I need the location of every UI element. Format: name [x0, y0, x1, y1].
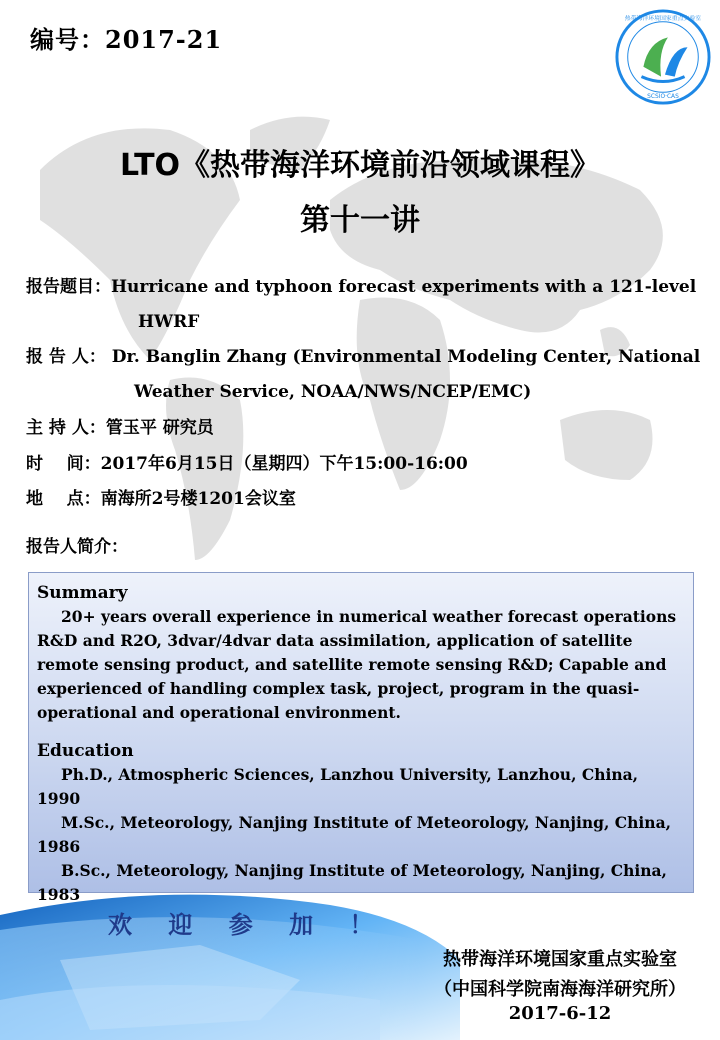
organizer-name: 热带海洋环境国家重点实验室 [443, 949, 677, 970]
logo-caption: SCSIO·CAS [647, 94, 679, 101]
speaker-line1: Dr. Banglin Zhang (Environmental Modeling Center, National [111, 347, 701, 367]
summary-heading: Summary [37, 583, 128, 603]
education-item: B.Sc., Meteorology, Nanjing Institute of Meteorology, Nanjing, China, 1983 [37, 861, 667, 904]
speaker-row [26, 340, 716, 375]
place-row: 地 点：南海所2号楼1201会议室 [26, 489, 296, 509]
education-item: Ph.D., Atmospheric Sciences, Lanzhou University, Lanzhou, China, 1990 [37, 765, 639, 808]
notice-date: 2017-6-12 [508, 1003, 612, 1024]
organizer-parent: （中国科学院南海海洋研究所） [434, 979, 686, 1000]
education-heading: Education [37, 741, 134, 761]
serial-number: 编号：2017-21 [30, 25, 223, 54]
institute-logo [614, 8, 712, 106]
time-row: 时 间：2017年6月15日（星期四）下午15:00-16:00 [26, 454, 468, 474]
speaker-bio-panel [28, 572, 694, 904]
summary-text: 20+ years overall experience in numerical weather forecast operations R&D and R2O, 3dvar/4dvar data assimilation, application of satellite remote sensing product, and satellite remote sensing R&D; Capable and experienced of handling complex task, project, program in the quasi-operational and operational environment. [37, 607, 677, 722]
topic-row [26, 270, 706, 305]
speaker-line2: Weather Service, NOAA/NWS/NCEP/EMC) [134, 382, 532, 402]
education-item: M.Sc., Meteorology, Nanjing Institute of Meteorology, Nanjing, China, 1986 [37, 813, 672, 856]
logo-text: 热带海洋环境国家重点实验室 [624, 15, 702, 22]
host-row: 主 持 人：管玉平 研究员 [26, 418, 214, 438]
topic-label: 报告题目： [26, 277, 111, 297]
topic-line2: HWRF [138, 312, 200, 332]
speaker-label: 报 告 人： [26, 347, 106, 367]
lecture-series-title: LTO《热带海洋环境前沿领域课程》 [119, 148, 601, 183]
lecture-number: 第十一讲 [300, 203, 420, 238]
topic-line1: Hurricane and typhoon forecast experiments with a 121-level [111, 277, 697, 297]
welcome-text: 欢 迎 参 加 ！ [108, 911, 388, 939]
bio-label: 报告人简介： [26, 537, 128, 557]
